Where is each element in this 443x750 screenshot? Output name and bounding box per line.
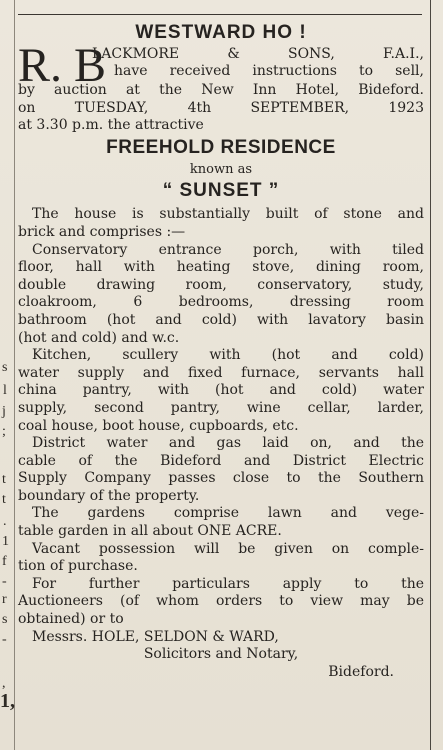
- paragraph-gardens: [18, 505, 424, 540]
- column-fragment: j: [2, 404, 6, 419]
- text-line: bathroom (hot and cold) with lavatory basin: [18, 311, 424, 328]
- text-line: District water and gas laid on, and the: [32, 435, 424, 452]
- text-line: china pantry, with (hot and cold) water: [18, 382, 424, 399]
- paragraph-services: [18, 435, 424, 505]
- column-fragment: -: [2, 574, 7, 589]
- intro-line: LACKMORE & SONS, F.A.I.,: [92, 46, 424, 62]
- paragraph-particulars: [18, 576, 424, 629]
- intro-line: have received instructions to sell,: [114, 63, 424, 79]
- text-line: brick and comprises :—: [18, 223, 186, 240]
- adjacent-column-right: [430, 0, 443, 750]
- text-line: floor, hall with heating stove, dining room,: [18, 259, 424, 276]
- signoff: [18, 629, 424, 682]
- column-fragment: 1,: [0, 690, 15, 712]
- column-fragment: .: [3, 514, 7, 529]
- text-line: obtained) or to: [18, 611, 124, 628]
- column-fragment: t: [2, 472, 6, 487]
- house-name: “ SUNSET ”: [162, 180, 280, 202]
- column-fragment: -: [2, 632, 7, 647]
- solicitor-town: Bideford.: [328, 663, 394, 680]
- text-line: For further particulars apply to the: [32, 575, 424, 592]
- property-heading: FREEHOLD RESIDENCE: [106, 136, 336, 158]
- text-line: The house is substantially built of stone and: [32, 206, 424, 223]
- column-fragment: s: [2, 360, 8, 375]
- drop-cap: R. B: [18, 39, 107, 92]
- text-line: water supply and fixed furnace, servants hall: [18, 364, 424, 381]
- auction-advertisement: [18, 20, 424, 681]
- top-rule: [18, 14, 422, 15]
- text-line: Vacant possession will be given on comple-: [32, 540, 424, 557]
- text-line: by auction at the New Inn Hotel, Bideford.: [18, 82, 424, 98]
- text-line: boundary of the property.: [18, 487, 200, 504]
- text-line: cable of the Bideford and District Electric: [18, 452, 424, 469]
- solicitor-title: Solicitors and Notary,: [143, 646, 299, 663]
- text-line: cloakroom, 6 bedrooms, dressing room: [18, 294, 424, 311]
- text-line: Kitchen, scullery with (hot and cold): [32, 347, 424, 364]
- known-as-label: known as: [189, 161, 253, 177]
- column-fragment: ,: [2, 676, 6, 691]
- paragraph-rooms: [18, 242, 424, 348]
- headline: WESTWARD HO !: [135, 22, 307, 43]
- paragraph-construction: [18, 206, 424, 241]
- paragraph-possession: [18, 541, 424, 576]
- column-fragment: 1: [2, 534, 9, 549]
- column-fragment: r: [2, 592, 7, 607]
- text-line: Supply Company passes close to the Southern: [18, 470, 424, 487]
- text-line: (hot and cold) and w.c.: [18, 329, 180, 346]
- intro-block: [18, 39, 424, 112]
- text-line: supply, second pantry, wine cellar, larder,: [18, 399, 424, 416]
- text-line: The gardens comprise lawn and vege-: [32, 505, 424, 522]
- text-line: tion of purchase.: [18, 558, 138, 575]
- text-line: at 3.30 p.m. the attractive: [18, 117, 204, 134]
- text-line: Auctioneers (of whom orders to view may be: [18, 593, 424, 610]
- text-line: Conservatory entrance porch, with tiled: [32, 241, 424, 258]
- column-fragment: f: [2, 554, 7, 569]
- column-fragment: s: [2, 612, 8, 627]
- solicitor-firm: Messrs. HOLE, SELDON & WARD,: [32, 628, 279, 645]
- text-line: coal house, boot house, cupboards, etc.: [18, 417, 299, 434]
- text-line: on TUESDAY, 4th SEPTEMBER, 1923: [18, 99, 424, 116]
- paragraph-domestic: [18, 347, 424, 435]
- column-fragment: l: [3, 383, 7, 398]
- text-line: table garden in all about ONE ACRE.: [18, 523, 282, 540]
- column-fragment: t: [2, 492, 6, 507]
- text-line: double drawing room, conservatory, study,: [18, 276, 424, 293]
- adjacent-column-left: [0, 0, 15, 750]
- column-fragment: ;: [2, 424, 6, 439]
